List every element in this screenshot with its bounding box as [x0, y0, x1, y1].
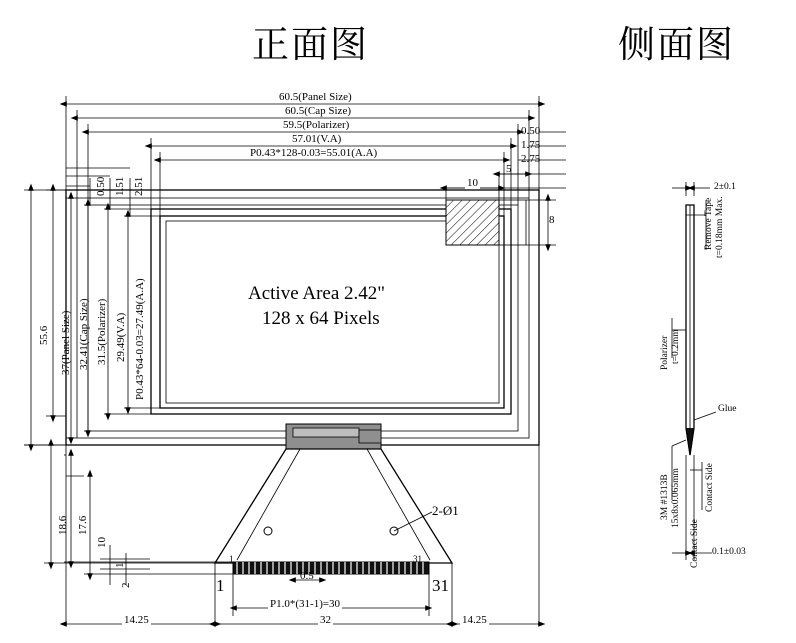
dim-right-0-50: 0.50 — [521, 125, 541, 137]
dim-left-top-0-50: 0.50 — [95, 176, 107, 196]
dim-left-aa: P0.43*64-0.03=27.49(A.A) — [134, 278, 146, 400]
pin-number-first-small: 1 — [229, 554, 234, 564]
dim-left-va: 29.49(V.A) — [115, 312, 127, 362]
dim-left-top-2-51: 2.51 — [133, 176, 145, 196]
dim-total-width: 32 — [320, 614, 331, 626]
dim-right-10: 10 — [467, 177, 478, 189]
dim-aa-top: P0.43*128-0.03=55.01(A.A) — [250, 147, 378, 159]
dim-pitch: P1.0*(31-1)=30 — [270, 598, 341, 610]
side-label-remove-tape: Remove Tape — [704, 197, 714, 250]
dim-left-polarizer: 31.5(Polarizer) — [96, 298, 108, 365]
side-label-contact-side-lower: Contact Side — [690, 519, 700, 568]
side-label-tape-thickness: t=0.18mm Max. — [715, 196, 725, 258]
dim-polarizer-top: 59.5(Polarizer) — [283, 119, 350, 131]
dim-cap-size-top: 60.5(Cap Size) — [285, 105, 351, 117]
pin-number-last: 31 — [432, 576, 449, 595]
dim-bottom-left-10: 10 — [96, 537, 108, 548]
dim-pad-width: 0.5 — [300, 570, 314, 582]
dim-bottom-left-2: 2 — [120, 582, 132, 588]
side-label-polarizer-thickness: t=0.2mm — [671, 329, 681, 364]
dim-right-1-75: 1.75 — [521, 139, 541, 151]
dim-right-8: 8 — [549, 214, 555, 226]
dim-left-top-1-51: 1.51 — [114, 176, 126, 196]
hole-callout: 2-Ø1 — [432, 503, 459, 518]
dim-va-top: 57.01(V.A) — [292, 133, 342, 145]
side-top-dim: 2±0.1 — [714, 182, 736, 192]
pin-number-first: 1 — [216, 576, 225, 595]
side-label-3m-size: 15x8x0.065mm — [671, 468, 681, 528]
dim-right-offset: 14.25 — [462, 614, 487, 626]
dim-left-55-6: 55.6 — [38, 325, 50, 345]
dim-right-2-75: 2.75 — [521, 153, 541, 165]
side-label-3m-tape: 3M #1313B — [660, 474, 670, 520]
active-area-label-line1: Active Area 2.42" — [248, 283, 386, 304]
dim-left-cap-size: 32.41(Cap Size) — [78, 298, 90, 370]
side-view-title: 侧面图 — [618, 25, 735, 66]
dim-right-5: 5 — [506, 163, 512, 175]
front-view-title: 正面图 — [252, 25, 369, 66]
side-label-glue: Glue — [718, 404, 737, 414]
active-area-label-line2: 128 x 64 Pixels — [262, 308, 380, 329]
side-label-polarizer: Polarizer — [660, 335, 670, 370]
dim-bottom-left-1: 1 — [114, 562, 126, 568]
dim-left-panel-size: 37(Panel Size) — [60, 310, 72, 375]
dim-panel-size-top: 60.5(Panel Size) — [279, 91, 352, 103]
side-label-contact-side-upper: Contact Side — [705, 463, 715, 512]
dim-left-offset: 14.25 — [124, 614, 149, 626]
pin-number-last-small: 31 — [413, 554, 422, 564]
side-bottom-dim: 0.1±0.03 — [712, 547, 746, 557]
dim-bottom-left-18-6: 18.6 — [57, 515, 69, 535]
dim-bottom-left-17-6: 17.6 — [77, 515, 89, 535]
